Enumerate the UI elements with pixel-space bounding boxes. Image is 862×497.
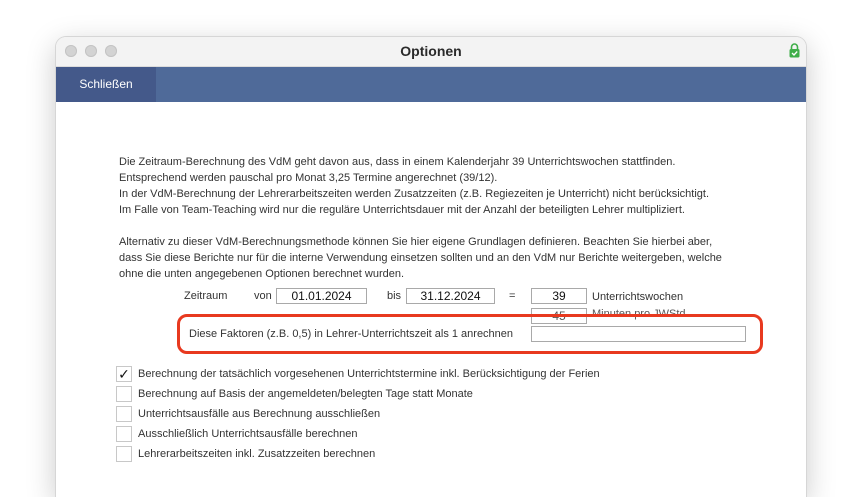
option-checkbox-zusatzzeiten[interactable]: [116, 446, 132, 462]
info-paragraph-alternative: [119, 234, 759, 282]
option-label-ferien: Berechnung der tatsächlich vorgesehenen Unterrichtstermine inkl. Berücksichtigung der Ferien: [138, 368, 600, 380]
minutes-unit-label: Minuten pro JWStd: [592, 308, 686, 320]
options-content: [56, 102, 806, 497]
info-line: dass Sie diese Berichte nur für die interne Verwendung einsetzen sollten und an den VdM nur Berichte weitergeben, welche: [119, 252, 722, 264]
from-date-field[interactable]: 01.01.2024: [276, 288, 367, 304]
zeitraum-label: Zeitraum: [184, 290, 228, 302]
to-label: bis: [387, 290, 402, 302]
toolbar: [56, 67, 806, 102]
info-paragraph-vdm: [119, 154, 759, 218]
close-button[interactable]: Schließen: [56, 67, 156, 102]
to-date-field[interactable]: 31.12.2024: [406, 288, 495, 304]
option-checkbox-nur-ausfaelle[interactable]: [116, 426, 132, 442]
option-checkbox-ferien[interactable]: ✓: [116, 366, 132, 382]
title-bar: [56, 37, 806, 67]
option-checkbox-ausfaelle-ausschliessen[interactable]: [116, 406, 132, 422]
option-label-ausfaelle-ausschliessen: Unterrichtsausfälle aus Berechnung ausschließen: [138, 408, 381, 420]
options-window: [56, 37, 806, 497]
lock-icon[interactable]: [789, 43, 800, 58]
option-checkbox-tage[interactable]: [116, 386, 132, 402]
info-line: Die Zeitraum-Berechnung des VdM geht davon aus, dass in einem Kalenderjahr 39 Unterrichtswochen stattfinden.: [119, 156, 676, 168]
info-line: Alternativ zu dieser VdM-Berechnungsmethode können Sie hier eigene Grundlagen definieren. Beachten Sie hierbei aber,: [119, 236, 713, 248]
from-label: von: [254, 290, 272, 302]
option-label-nur-ausfaelle: Ausschließlich Unterrichtsausfälle berechnen: [138, 428, 358, 440]
window-title: Optionen: [400, 43, 462, 59]
info-line: ohne die unten angegebenen Optionen berechnet wurden.: [119, 268, 405, 280]
option-label-tage: Berechnung auf Basis der angemeldeten/belegten Tage statt Monate: [138, 388, 473, 400]
minutes-field[interactable]: 45: [531, 308, 587, 324]
equals-sign: =: [509, 290, 516, 302]
faktoren-label: Diese Faktoren (z.B. 0,5) in Lehrer-Unterrichtszeit als 1 anrechnen: [189, 328, 514, 340]
highlight-annotation: [177, 314, 763, 354]
weeks-unit-label: Unterrichtswochen: [592, 289, 687, 305]
info-line: In der VdM-Berechnung der Lehrerarbeitszeiten werden Zusatzzeiten (z.B. Regiezeiten je Unterricht) nicht berücksichtigt.: [119, 188, 710, 200]
info-line: Im Falle von Team-Teaching wird nur die reguläre Unterrichtsdauer mit der Anzahl der beteiligten Lehrer multipliziert.: [119, 204, 685, 216]
weeks-field[interactable]: 39: [531, 288, 587, 304]
info-line: Entsprechend werden pauschal pro Monat 3,25 Termine angerechnet (39/12).: [119, 172, 498, 184]
option-label-zusatzzeiten: Lehrerarbeitszeiten inkl. Zusatzzeiten berechnen: [138, 448, 376, 460]
